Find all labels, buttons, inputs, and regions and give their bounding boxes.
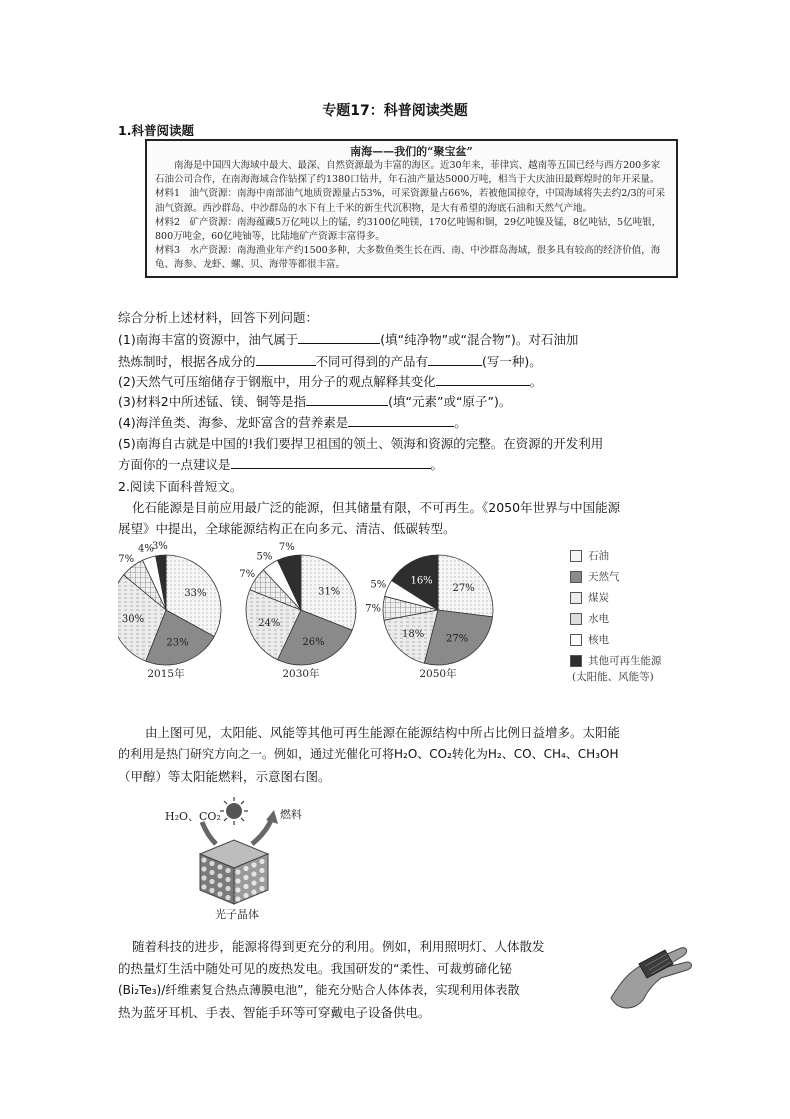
crystal-dot bbox=[225, 868, 230, 873]
pie-label-2-3: 7% bbox=[365, 603, 381, 615]
wearable-battery-hand-image bbox=[603, 928, 693, 1018]
pie-label-2-5: 16% bbox=[410, 575, 433, 587]
paragraph-2-line-2: 展望》中提出，全球能源结构正在向多元、清洁、低碳转型。 bbox=[118, 521, 456, 536]
pie-label-1-4: 5% bbox=[256, 551, 273, 563]
answer-blank-1[interactable] bbox=[298, 331, 380, 344]
crystal-dot bbox=[201, 857, 206, 862]
crystal-dot bbox=[243, 875, 248, 880]
answer-blank-6[interactable] bbox=[348, 414, 454, 427]
diagram-input-label: H₂O、CO₂ bbox=[165, 810, 221, 823]
crystal-dot bbox=[225, 877, 230, 882]
legend-item-nuclear: 核电 bbox=[570, 632, 680, 653]
legend-swatch bbox=[570, 571, 582, 583]
answer-blank-4[interactable] bbox=[436, 373, 530, 386]
pie-label-2-4: 5% bbox=[370, 579, 387, 591]
crystal-dot bbox=[243, 884, 248, 889]
question-1-4: (4)海洋鱼类、海参、龙虾富含的营养素是 。 bbox=[118, 415, 467, 430]
crystal-dot bbox=[235, 896, 240, 901]
crystal-dot bbox=[251, 880, 256, 885]
photonic-crystal-diagram bbox=[170, 792, 300, 912]
intro-text: 综合分析上述材料，回答下列问题： bbox=[118, 310, 319, 325]
sun-icon bbox=[220, 797, 248, 825]
pie-label-2-0: 27% bbox=[452, 582, 475, 594]
pie-label-1-0: 31% bbox=[318, 586, 341, 598]
crystal-dot bbox=[201, 875, 206, 880]
crystal-dot bbox=[251, 871, 256, 876]
crystal-dot bbox=[259, 877, 264, 882]
pie-label-0-5: 3% bbox=[151, 540, 168, 552]
crystal-dot bbox=[251, 889, 256, 894]
paragraph-4-line-1: 随着科技的进步，能源将得到更充分的利用。例如，利用照明灯、人体散发 bbox=[132, 939, 545, 954]
crystal-dot bbox=[259, 886, 264, 891]
question-1-1-cont: 热炼制时，根据各成分的 不同可得到的产品有 (写一种)。 bbox=[118, 354, 542, 369]
legend-swatch bbox=[570, 550, 582, 562]
paragraph-2-line-1: 化石能源是目前应用最广泛的能源，但其储量有限，不可再生。《2050年世界与中国能源 bbox=[132, 500, 621, 515]
question-2-label: 2.阅读下面科普短文。 bbox=[118, 479, 243, 494]
pie-legend bbox=[570, 548, 680, 684]
paragraph-4-line-2: 的热量灯生活中随处可见的废热发电。我国研发的“柔性、可裁剪碲化铋 bbox=[118, 961, 512, 976]
legend-item-hydro: 水电 bbox=[570, 611, 680, 632]
material-box-title: 南海——我们的“聚宝盆” bbox=[350, 145, 473, 158]
question-1-1: (1)南海丰富的资源中，油气属于 (填“纯净物”或“混合物”)。对石油加 bbox=[118, 332, 579, 347]
input-arrow bbox=[202, 822, 216, 844]
crystal-dot bbox=[201, 866, 206, 871]
diagram-caption: 光子晶体 bbox=[215, 908, 259, 921]
pie-label-1-5: 7% bbox=[278, 542, 295, 554]
pie-label-2-1: 27% bbox=[446, 633, 469, 645]
crystal-dot bbox=[243, 893, 248, 898]
material-para-1: 南海是中国四大海域中最大、最深、自然资源最为丰富的海区。近30年来，菲律宾、越南等五国已经与西方200多家石油公司合作，在南海海域合作钻探了约1380口钻井，年石油产量达5000万吨，相当于大庆油田最辉煌时的年开采量。 bbox=[155, 160, 661, 186]
paragraph-4-line-4: 热为蓝牙耳机、手表、智能手环等可穿戴电子设备供电。 bbox=[118, 1005, 431, 1020]
pie-year-label-0: 2015年 bbox=[147, 668, 185, 680]
pie-label-1-1: 26% bbox=[302, 637, 325, 649]
crystal-cube bbox=[200, 840, 268, 904]
crystal-dot bbox=[225, 886, 230, 891]
legend-item-gas: 天然气 bbox=[570, 569, 680, 590]
crystal-dot bbox=[235, 887, 240, 892]
answer-blank-3[interactable] bbox=[428, 353, 482, 366]
legend-swatch bbox=[570, 592, 582, 604]
question-1-5-cont: 方面你的一点建议是 。 bbox=[118, 457, 444, 472]
pie-label-0-0: 33% bbox=[184, 588, 207, 600]
answer-blank-5[interactable] bbox=[306, 393, 388, 406]
legend-item-coal: 煤炭 bbox=[570, 590, 680, 611]
material-para-3: 材料2 矿产资源：南海蕴藏5万亿吨以上的锰，约3100亿吨镁，170亿吨锡和铜，29亿吨镍及锰，8亿吨钴，5亿吨银，800万吨金，60亿吨铀等，比陆地矿产资源丰富得多。 bbox=[155, 216, 662, 243]
pie-year-label-1: 2030年 bbox=[282, 668, 320, 680]
material-box bbox=[145, 139, 678, 278]
crystal-dot bbox=[259, 859, 264, 864]
pie-label-0-2: 30% bbox=[121, 613, 145, 625]
crystal-dot bbox=[217, 864, 222, 869]
legend-swatch bbox=[570, 613, 582, 625]
crystal-dot bbox=[217, 891, 222, 896]
crystal-dot bbox=[243, 866, 248, 871]
crystal-dot bbox=[209, 861, 214, 866]
question-1-2: (2)天然气可压缩储存于钢瓶中，用分子的观点解释其变化 。 bbox=[118, 374, 543, 389]
material-para-4: 材料3 水产资源：南海渔业年产约1500多种，大多数鱼类生长在西、南、中沙群岛海域，很多具有较高的经济价值，海龟、海参、龙虾、螺、贝、海带等都很丰富。 bbox=[155, 245, 661, 271]
crystal-dot bbox=[209, 879, 214, 884]
legend-renewable-note: (太阳能、风能等) bbox=[572, 671, 654, 683]
crystal-dot bbox=[251, 862, 256, 867]
output-arrow bbox=[252, 818, 272, 844]
crystal-dot bbox=[201, 884, 206, 889]
page-title: 专题17：科普阅读类题 bbox=[322, 103, 468, 119]
crystal-dot bbox=[209, 888, 214, 893]
pie-year-label-2: 2050年 bbox=[419, 668, 457, 680]
pie-label-0-1: 23% bbox=[166, 637, 189, 649]
crystal-dot bbox=[225, 895, 230, 900]
question-1-3: (3)材料2中所述锰、镁、铜等是指 (填“元素”或“原子”)。 bbox=[118, 394, 512, 409]
question-1-5: (5)南海自古就是中国的!我们要捍卫祖国的领土、领海和资源的完整。在资源的开发利用 bbox=[118, 436, 604, 451]
crystal-dot bbox=[235, 869, 240, 874]
legend-item-oil: 石油 bbox=[570, 548, 680, 569]
pie-label-0-3: 7% bbox=[118, 554, 135, 566]
answer-blank-7[interactable] bbox=[231, 456, 431, 469]
crystal-dot bbox=[217, 882, 222, 887]
pie-label-1-3: 7% bbox=[239, 568, 256, 580]
pie-label-2-2: 18% bbox=[402, 628, 425, 640]
legend-item-renewable: 其他可再生能源 bbox=[570, 653, 680, 669]
pie-label-1-2: 24% bbox=[258, 618, 281, 630]
legend-swatch bbox=[570, 655, 582, 667]
paragraph-3-line-3: （甲醇）等太阳能燃料，示意图右图。 bbox=[118, 769, 331, 784]
pie-label-0-4: 4% bbox=[137, 543, 154, 555]
legend-swatch bbox=[570, 634, 582, 646]
crystal-dot bbox=[209, 870, 214, 875]
paragraph-4-line-3: (Bi₂Te₃)/纤维素复合热点薄膜电池”，能充分贴合人体体表，实现利用体表散 bbox=[118, 983, 520, 997]
diagram-output-label: 燃料 bbox=[280, 808, 302, 821]
answer-blank-2[interactable] bbox=[256, 353, 316, 366]
material-para-2: 材料1 油气资源：南海中南部油气地质资源量占53%，可采资源量占66%，若被他国掠夺，中国海域将失去约2/3的可采油气资源。西沙群岛、中沙群岛的水下有上千米的新生代沉积物，是大有希望的海底石油和天然气产地。 bbox=[155, 188, 666, 214]
paragraph-3-line-2: 的利用是热门研究方向之一。例如，通过光催化可将H₂O、CO₂转化为H₂、CO、CH₄、CH₃OH bbox=[118, 747, 619, 761]
paragraph-3-line-1: 由上图可见，太阳能、风能等其他可再生能源在能源结构中所占比例日益增多。太阳能 bbox=[145, 725, 621, 740]
crystal-dot bbox=[259, 868, 264, 873]
question-1-label: 1.科普阅读题 bbox=[118, 123, 194, 138]
crystal-dot bbox=[235, 878, 240, 883]
crystal-dot bbox=[217, 873, 222, 878]
